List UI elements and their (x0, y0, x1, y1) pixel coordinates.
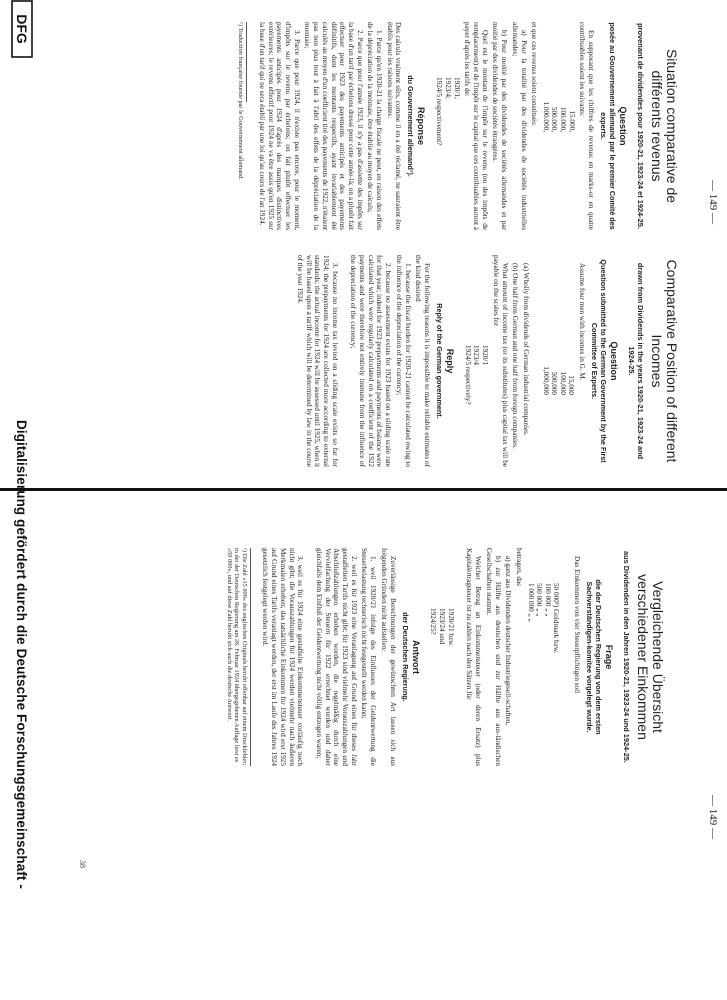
german-years (429, 608, 455, 766)
german-paragraph: a) ganz aus Dividenden deutscher Industriegesell-schaften, (504, 556, 513, 726)
german-paragraph: b) zur Hälfte aus deutschen und zur Hälfte aus aus-ländischen Gesellschaften stammt. (484, 548, 502, 766)
amount-item: 1,000,000 (541, 366, 550, 395)
german-question-heading: Frage (604, 644, 614, 670)
amount-item: 500,000 (550, 371, 559, 395)
german-reply-heading: Antwort (410, 640, 421, 674)
english-reply-sub: Reply of the German government. (435, 303, 444, 419)
german-amounts (526, 583, 560, 766)
english-reply-heading: Reply (445, 348, 455, 374)
english-title: Comparative Position of different Incomes (649, 259, 680, 463)
german-paragraph: betragen, das (514, 548, 523, 586)
year-item: 1923/24 und (438, 608, 446, 645)
dfg-logo-icon (10, 0, 34, 60)
french-paragraph: et que ces revenus soient constitués: (530, 22, 539, 126)
english-years (463, 345, 489, 467)
french-paragraph: 2. Parce que pour l'année 1923, il n'y a pas d'assiette des impôts sur la base d'un tarif par échelons dressé pour cette année-là; on a plutôt fait effectuer pour 1923 des payements anticipés et des payements définitifs, dont les montants respectifs, ayant invariablement été calculés au moyen d'un coefficient tiré des payements de 1922, n'étaient pas non plus tout à fait à l'abri des effets de la dépréciation de la monnaie; (303, 22, 364, 230)
german-paragraph: 3. weil es für 1924 eine gestaffelte Einkommensteuer vorläufig noch nicht gibt; die Vorauszahlungen für 1924 werden vielmehr nach äußeren Merkmalen erhoben; das tatsächliche Einkommen für 1924 wird erst 1925 auf Grund eines Tarifs veranlagt werden, der erst im Laufe des Jahres 1924 gesetzlich festgelegt werden wird. (261, 548, 305, 766)
french-years (434, 77, 460, 230)
german-question-sub: die der Deutschen Regierung von dem ersten Sachverständigen-komitee vorgelegt wurde. (585, 579, 603, 735)
french-question-sub: posée au Gouvernement allemand par le premier Comité des experts. (599, 22, 617, 230)
english-paragraph: 1. because the fiscal burden for 1920-21 cannot be calculated owing to the influence of the depreciation of the currency; (394, 255, 412, 467)
amount-item: 1 000 000 „ „ (526, 583, 535, 622)
english-paragraph: 2. because no assessment exists for 1923 based on a sliding scale rate for that year; indeed for 1923 prepayments and payments of balance were calculated which were regularly calculated on a coefficient of the 1922 payments and were therefore not entirely immune from the influence of the depreciation of the currency; (349, 255, 393, 467)
french-column (237, 22, 679, 230)
french-footnote: ¹) Traduction française fournie par le Gouvernement allemand. (237, 22, 248, 102)
amount-item: 100 000 „ „ (543, 583, 552, 617)
french-paragraph: b) Pour moitié par des dividendes de sociétés allemandes et par moitié par des dividendes de sociétés étrangères. (491, 22, 509, 230)
amount-item: 15.000, (567, 110, 576, 132)
amount-item: 500 000 „ „ (535, 583, 544, 617)
year-item: 1924/5 respectively? (463, 345, 472, 405)
amount-item: 100,000 (558, 371, 567, 395)
english-paragraph: (a) Wholly from dividends of German industrial companies. (521, 263, 530, 436)
english-question-heading: Question (609, 341, 619, 381)
english-paragraph: 3. because no income tax levied on a sliding scale exists so far for 1924; the prepayments for 1924 are collected more according to external standards; the actual income for 1924 will be assessed until 1925, when it will be based upon a tariff which will be determined by law in the course of the year 1924. (295, 255, 339, 467)
german-paragraph: 1. weil 1920/21 infolge des Einflusses der Geldentwertung die Steuerbelastung rechnerisch nicht festgestellt werden kann; (360, 548, 378, 766)
english-paragraph: (b) One half from German and one half from foreign companies. (511, 263, 520, 449)
german-reply-sub: der Deutschen Regierung. (400, 612, 410, 702)
french-paragraph: Quel est le montant de l'impôt sur le revenu (ou des impôts de remplacement) et de l'impôt sur le capital que ces contribuables auront à payer d'après les tarifs de: (463, 22, 489, 230)
svg-text:DFG: DFG (14, 14, 30, 44)
german-subtitle: aus Dividenden in den Jahren 1920-21, 1923-24 und 1924-25. (622, 551, 631, 763)
french-subtitle: provenant de dividendes pour 1920-21, 1923-24 et 1924-25. (636, 23, 645, 229)
english-column (293, 255, 679, 467)
year-item: 1920/1 (481, 345, 490, 365)
english-amounts (541, 325, 575, 467)
german-title: Vergleichende Übersicht verschiedener Einkommen (635, 574, 666, 740)
year-item: 1924/5 respectivement? (435, 77, 444, 146)
digitization-stamp (10, 0, 34, 1000)
year-item: 1923/4 (472, 345, 481, 365)
amount-item: 100.000, (559, 106, 567, 132)
french-paragraph: Des calculs vraiment sûrs, comme il en a été réclamé, ne sauraient être établis pour les raisons suivantes: (385, 22, 403, 230)
amount-item: 1.000.000, (541, 101, 550, 132)
german-footnote: ¹) Die Zahl »15 000« des englischen Originals beruht offenbar auf einem Druckfehler; in der der Deutschen Regierung am 26. Februar 1924 übergegebenen Auflage liest es »50 000«, und auf diese Zahl beruht sich auch die deutsche Antwort. (225, 548, 251, 766)
amount-item: 500.000, (550, 106, 559, 132)
french-amounts (541, 62, 575, 230)
english-paragraph: For the following reasons it is impossible to make reliable estimates of the kind desired: (414, 255, 431, 467)
english-paragraph: Assume four men with incomes in G. M. (578, 263, 586, 381)
french-paragraph: 1. Parce qu'en 1920-21 la charge fiscale ne peut, en raison des effets de la dépréciation de la monnaie, être établie au moyen de calculs; (366, 22, 384, 230)
page-number-right: — 149 — (707, 795, 719, 839)
side-page-number: 38 (78, 860, 87, 868)
french-paragraph: En supposant que les chiffres de revenus en marks-or en quatre contribuables soient les suivants: (578, 22, 595, 230)
french-reply-heading: Réponse (416, 106, 427, 145)
stamp-text: Digitalisierung gefördert durch die Deutsche Forschungsgemeinschaft - (14, 420, 30, 889)
german-paragraph: Das Einkommen von vier Steuerpflichtigen soll (573, 556, 581, 694)
page-divider (0, 488, 727, 491)
page-number-left: — 149 — (707, 180, 719, 224)
year-item: 1920/21 bzw. (446, 608, 455, 647)
year-item: 1924/25? (429, 608, 438, 635)
amount-item: 15,000 (567, 375, 576, 395)
french-title: Situation comparative de différents revenus (649, 48, 680, 204)
english-question-sub: Question submitted to the German Government by the First Committee of Experts. (590, 259, 608, 463)
german-column (225, 548, 665, 766)
english-subtitle: drawn from Dividends in the years 1920-21, 1923-24 and 1924-25. (627, 262, 645, 460)
year-item: 1923/4; (443, 77, 452, 99)
year-item: 1920/1; (452, 77, 461, 99)
german-paragraph: Zuverlässige Berechnungen der gewünschten Art lassen sich aus folgenden Gründen nicht aufstellen: (379, 548, 397, 766)
french-paragraph: a) Pour la totalité par des dividendes de sociétés industrielles allemandes; (510, 22, 528, 230)
french-reply-sub: du Gouvernement allemand¹). (406, 75, 416, 177)
amount-item: 50 000¹) Goldmark bzw. (552, 583, 561, 654)
french-paragraph: 3. Parce que pour 1924, il n'existe pas encore, pour le moment, d'impôts sur le revenu par échelons; on fait plutôt effectuer les payements anticipés pour 1924 d'après des marques distinctives extérieures; le revenu effectif pour 1924 ne va être assis qu'en 1925 sur la base d'un tarif qui ne sera établi par une loi qu'au cours de l'an 1924. (257, 22, 301, 230)
german-paragraph: Welcher Betrag an Einkommensteuer (oder deren Ersatz) plus Kapitalertragsteuer ist zu zahlen nach den Sätzen für (465, 548, 483, 766)
english-paragraph: What amount of income tax (or its substitutes) plus capital tax will be payable on the scales for (491, 255, 509, 467)
french-question-heading: Question (618, 106, 628, 146)
german-paragraph: 2. weil es für 1923 eine Veranlagung auf Grund eines für dieses Jahr gestaffelten Tarifs nicht gibt; für 1923 sind vielmehr Vorauszahlungen und Abschlußzahlungen erhoben worden, die regelmäßig durch eine Vervielfachung der Steuern für 1922 errechnet wurden und daher gleichfalls dem Einfluß der Geldentwertung nicht völlig entzogen waren; (314, 548, 358, 766)
